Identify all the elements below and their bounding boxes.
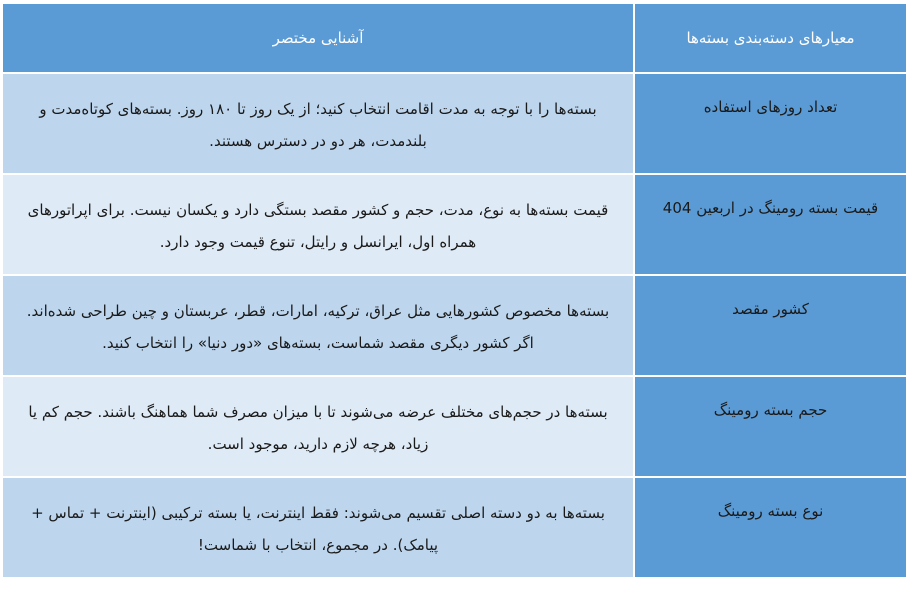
row-label-cell [634, 275, 907, 376]
row-label: تعداد روزهای استفاده [703, 98, 838, 116]
roaming-packages-table [2, 3, 907, 578]
table-row [2, 174, 907, 275]
row-label: کشور مقصد [732, 300, 809, 318]
header-criteria: معیارهای دسته‌بندی بسته‌ها [634, 3, 907, 73]
row-label: نوع بسته رومینگ [717, 502, 824, 520]
header-summary: آشنایی مختصر [2, 3, 634, 73]
row-label-cell [634, 174, 907, 275]
row-label-cell [634, 477, 907, 578]
row-description: بسته‌ها به دو دسته اصلی تقسیم می‌شوند: فقط اینترنت، یا بسته ترکیبی (اینترنت + تماس + پیامک). در مجموع، انتخاب با شماست! [2, 477, 634, 578]
roaming-packages-table-container [2, 3, 907, 590]
row-description: بسته‌ها در حجم‌های مختلف عرضه می‌شوند تا با میزان مصرف شما هماهنگ باشند. حجم کم یا زیاد، هرچه لازم دارید، موجود است. [2, 376, 634, 477]
table-row [2, 376, 907, 477]
table-row [2, 73, 907, 174]
row-description: قیمت بسته‌ها به نوع، مدت، حجم و کشور مقصد بستگی دارد و یکسان نیست. برای اپراتورهای همراه اول، ایرانسل و رایتل، تنوع قیمت وجود دارد. [2, 174, 634, 275]
row-label-cell [634, 376, 907, 477]
table-row [2, 275, 907, 376]
row-description: بسته‌ها را با توجه به مدت اقامت انتخاب کنید؛ از یک روز تا ۱۸۰ روز. بسته‌های کوتاه‌مدت و بلندمدت، هر دو در دسترس هستند. [2, 73, 634, 174]
row-label: حجم بسته رومینگ [713, 401, 828, 419]
row-label: قیمت بسته رومینگ در اربعین 404 [662, 199, 879, 217]
table-row [2, 477, 907, 578]
row-label-cell [634, 73, 907, 174]
row-description: بسته‌ها مخصوص کشورهایی مثل عراق، ترکیه، امارات، قطر، عربستان و چین طراحی شده‌اند. اگر کشور دیگری مقصد شماست، بسته‌های «دور دنیا» را انتخاب کنید. [2, 275, 634, 376]
table-header-row [2, 3, 907, 73]
